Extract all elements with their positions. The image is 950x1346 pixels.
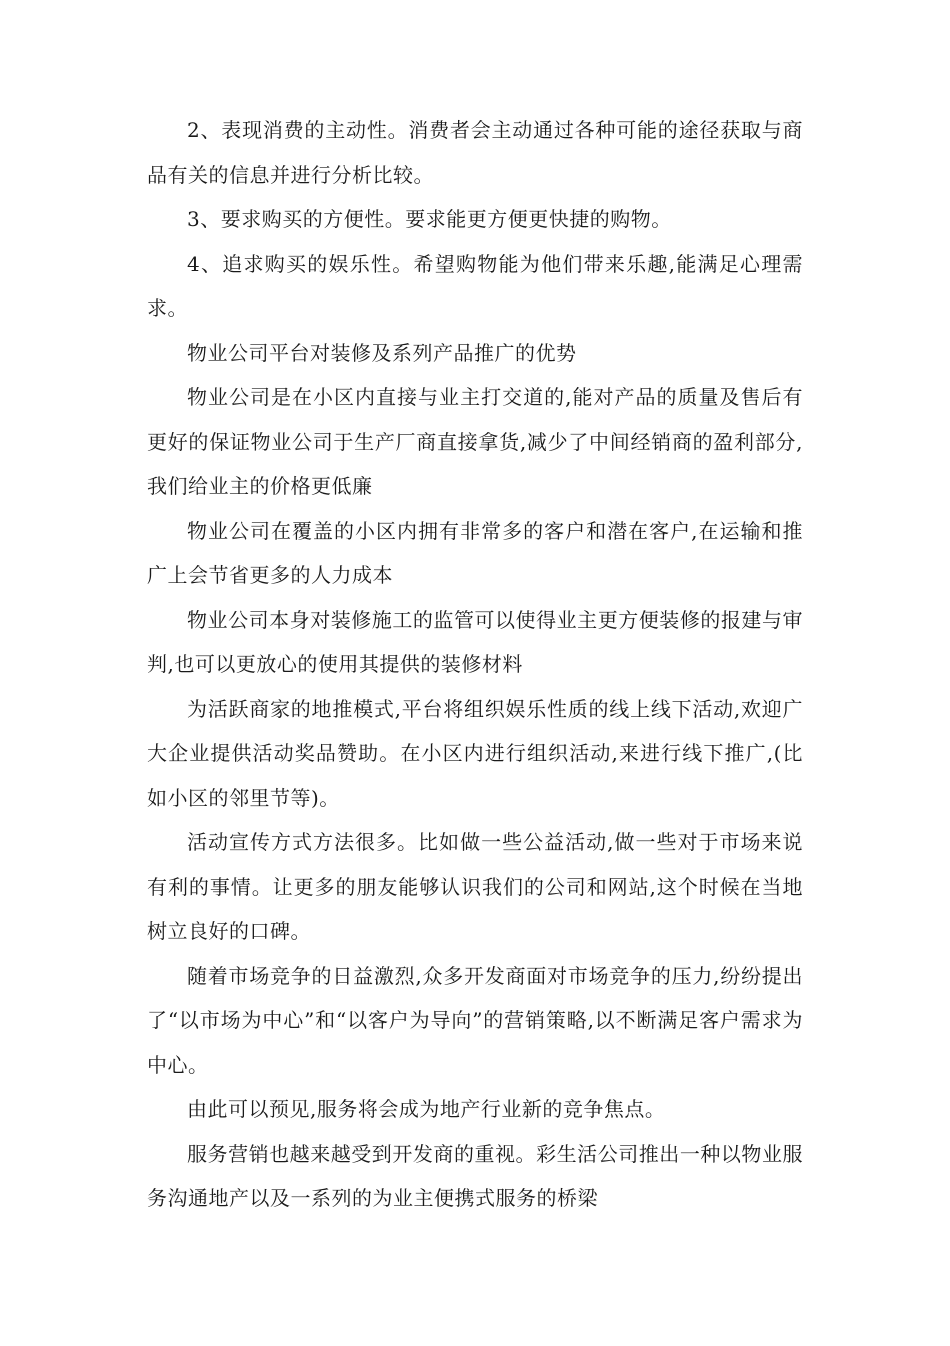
paragraph-publicity-methods: 活动宣传方式方法很多。比如做一些公益活动,做一些对于市场来说有利的事情。让更多的朋友能够认识我们的公司和网站,这个时候在当地树立良好的口碑。 bbox=[147, 830, 803, 943]
paragraph-consumer-initiative: 2、表现消费的主动性。消费者会主动通过各种可能的途径获取与商品有关的信息并进行分析比较。 bbox=[147, 118, 803, 187]
section-heading-advantages: 物业公司平台对装修及系列产品推广的优势 bbox=[187, 340, 577, 365]
paragraph-service-focus: 由此可以预见,服务将会成为地产行业新的竞争焦点。 bbox=[187, 1097, 666, 1121]
paragraph-direct-contact: 物业公司是在小区内直接与业主打交道的,能对产品的质量及售后有更好的保证物业公司于生产厂商直接拿货,减少了中间经销商的盈利部分,我们给业主的价格更低廉 bbox=[147, 385, 803, 498]
paragraph-purchase-entertainment: 4、追求购买的娱乐性。希望购物能为他们带来乐趣,能满足心理需求。 bbox=[147, 251, 803, 320]
paragraph-customer-coverage: 物业公司在覆盖的小区内拥有非常多的客户和潜在客户,在运输和推广上会节省更多的人力成本 bbox=[147, 518, 803, 587]
paragraph-market-competition: 随着市场竞争的日益激烈,众多开发商面对市场竞争的压力,纷纷提出了“以市场为中心”和“以客户为导向”的营销策略,以不断满足客户需求为中心。 bbox=[147, 963, 803, 1077]
paragraph-service-marketing: 服务营销也越来越受到开发商的重视。彩生活公司推出一种以物业服务沟通地产以及一系列的为业主便携式服务的桥梁 bbox=[147, 1141, 803, 1210]
paragraph-ground-promotion: 为活跃商家的地推模式,平台将组织娱乐性质的线上线下活动,欢迎广大企业提供活动奖品赞助。在小区内进行组织活动,来进行线下推广,(比如小区的邻里节等)。 bbox=[147, 696, 803, 810]
paragraph-construction-supervision: 物业公司本身对装修施工的监管可以使得业主更方便装修的报建与审判,也可以更放心的使用其提供的装修材料 bbox=[147, 607, 803, 676]
paragraph-purchase-convenience: 3、要求购买的方便性。要求能更方便更快捷的购物。 bbox=[187, 207, 672, 231]
document-body bbox=[147, 108, 803, 1221]
